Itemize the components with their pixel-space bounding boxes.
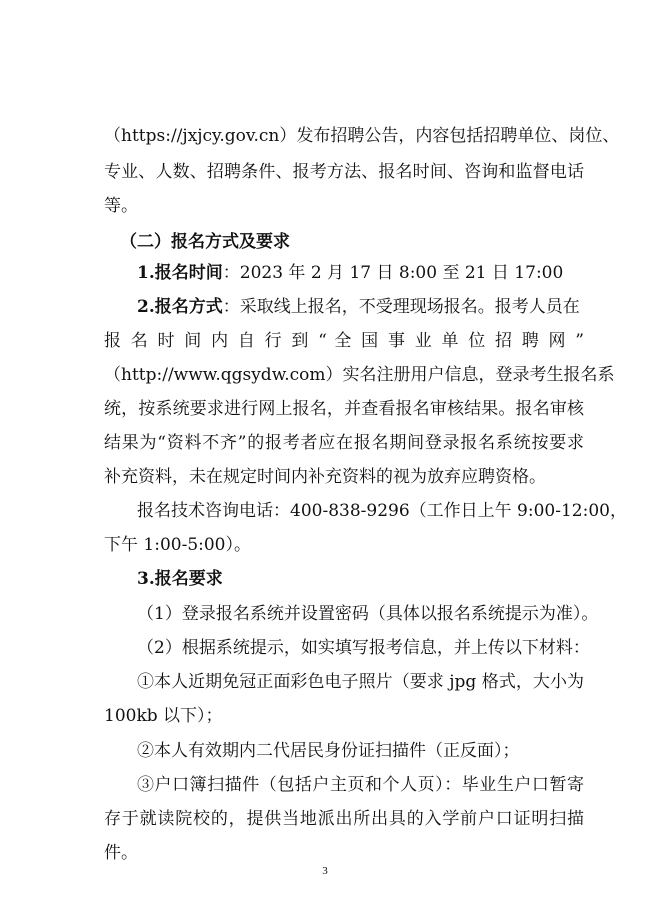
page-number: 3 xyxy=(322,865,328,877)
body-line: 等。 xyxy=(104,196,138,216)
hotline-line: 报名技术咨询电话：400-838-9296（工作日上午 9:00-12:00， xyxy=(137,501,627,521)
body-line: 统，按系统要求进行网上报名，并查看报名审核结果。报名审核 xyxy=(104,399,584,419)
registration-method-line xyxy=(137,296,584,318)
body-line: 存于就读院校的，提供当地派出所出具的入学前户口证明扫描 xyxy=(104,809,584,829)
body-line: 结果为“资料不齐”的报考者应在报名期间登录报名系统按要求 xyxy=(104,433,584,453)
section-heading: 3.报名要求 xyxy=(137,569,223,589)
body-line: （2）根据系统提示，如实填写报考信息，并上传以下材料： xyxy=(137,638,590,658)
registration-time-label: 1.报名时间 xyxy=(137,263,223,283)
body-line: 专业、人数、招聘条件、报考方法、报名时间、咨询和监督电话 xyxy=(104,162,584,182)
body-line: （http://www.qgsydw.com）实名注册用户信息，登录考生报名系 xyxy=(104,365,615,385)
body-line: ②本人有效期内二代居民身份证扫描件（正反面）； xyxy=(137,741,520,761)
body-line: 100kb 以下）； xyxy=(104,706,223,726)
body-line: （1）登录报名系统并设置密码（具体以报名系统提示为准）。 xyxy=(137,604,599,624)
registration-method-label: 2.报名方式 xyxy=(137,297,223,317)
body-line: ③户口簿扫描件（包括户主页和个人页）：毕业生户口暂寄 xyxy=(137,775,584,795)
body-line: 件。 xyxy=(104,843,138,863)
registration-method-text: ：采取线上报名，不受理现场报名。报考人员在 xyxy=(222,297,580,317)
body-line: 报 名 时 间 内 自 行 到 “ 全 国 事 业 单 位 招 聘 网 ” xyxy=(104,331,584,351)
body-line: ①本人近期免冠正面彩色电子照片（要求 jpg 格式，大小为 xyxy=(137,672,584,692)
registration-time-line xyxy=(137,262,584,284)
body-line: （https://jxjcy.gov.cn）发布招聘公告，内容包括招聘单位、岗位、 xyxy=(104,126,620,146)
registration-time-value: ：2023 年 2 月 17 日 8:00 至 21 日 17:00 xyxy=(222,263,564,283)
body-line: 补充资料，未在规定时间内补充资料的视为放弃应聘资格。 xyxy=(104,467,546,487)
body-line: 下午 1:00-5:00）。 xyxy=(104,535,251,555)
section-heading: （二）报名方式及要求 xyxy=(120,232,290,252)
